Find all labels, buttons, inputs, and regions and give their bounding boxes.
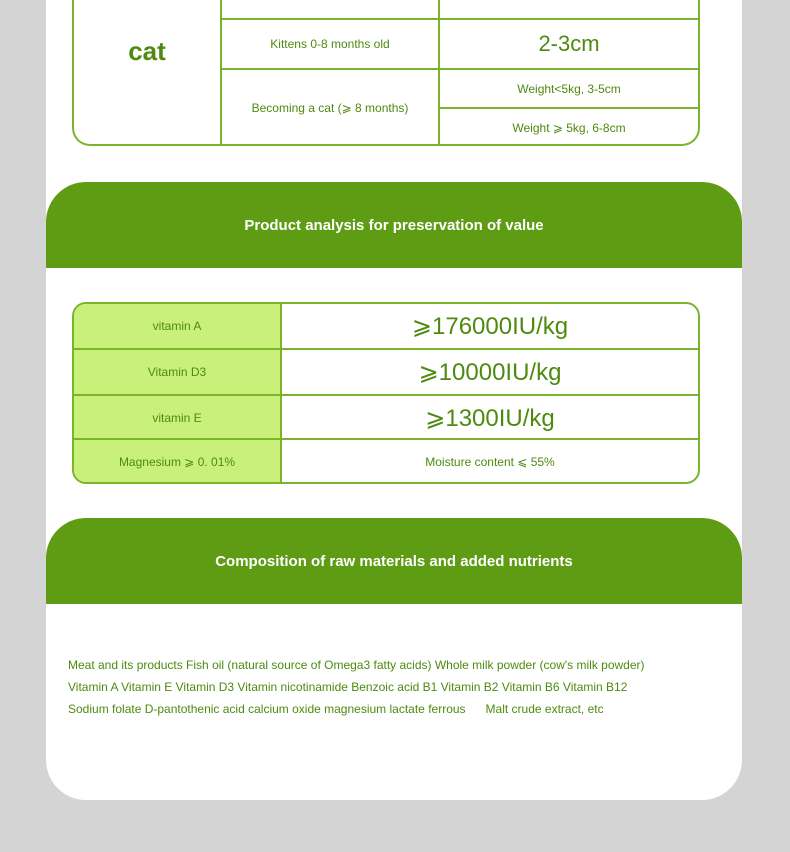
analysis-table [72,302,700,484]
nutrient-name: vitamin A [74,304,282,348]
table-row [74,396,698,440]
animal-label: cat [128,36,166,66]
composition-text [68,654,708,720]
composition-banner [46,518,742,604]
analysis-title: Product analysis for preservation of value [244,216,544,234]
nutrient-name: vitamin E [74,396,282,440]
age-adult: Becoming a cat (⩾ 8 months) [251,101,409,115]
product-card [46,0,742,800]
table-row [74,440,698,484]
guide-adult-heavy: Weight ⩾ 5kg, 6-8cm [512,120,626,135]
nutrient-value: ⩾1300IU/kg [425,404,555,432]
nutrient-value: ⩾10000IU/kg [418,358,562,386]
composition-line: Sodium folate D-pantothenic acid calcium oxide magnesium lactate ferrous Malt crude extract, etc [68,702,604,716]
guide-kittens: 2-3cm [538,31,600,56]
table-row [74,304,698,348]
feeding-table [72,0,700,146]
composition-title: Composition of raw materials and added nutrients [215,552,573,570]
guide-adult-light: Weight<5kg, 3-5cm [517,81,621,96]
nutrient-value: ⩾176000IU/kg [411,312,569,340]
nutrient-name: Vitamin D3 [74,350,282,394]
nutrient-value: Moisture content ⩽ 55% [425,455,555,469]
composition-line: Vitamin A Vitamin E Vitamin D3 Vitamin nicotinamide Benzoic acid B1 Vitamin B2 Vitamin B6 Vitamin B12 [68,680,628,694]
composition-line: Meat and its products Fish oil (natural source of Omega3 fatty acids) Whole milk powder (cow's milk powder) [68,658,645,672]
age-kittens: Kittens 0-8 months old [270,37,390,51]
nutrient-name: Magnesium ⩾ 0. 01% [74,440,282,484]
analysis-banner [46,182,742,268]
table-row [74,350,698,394]
